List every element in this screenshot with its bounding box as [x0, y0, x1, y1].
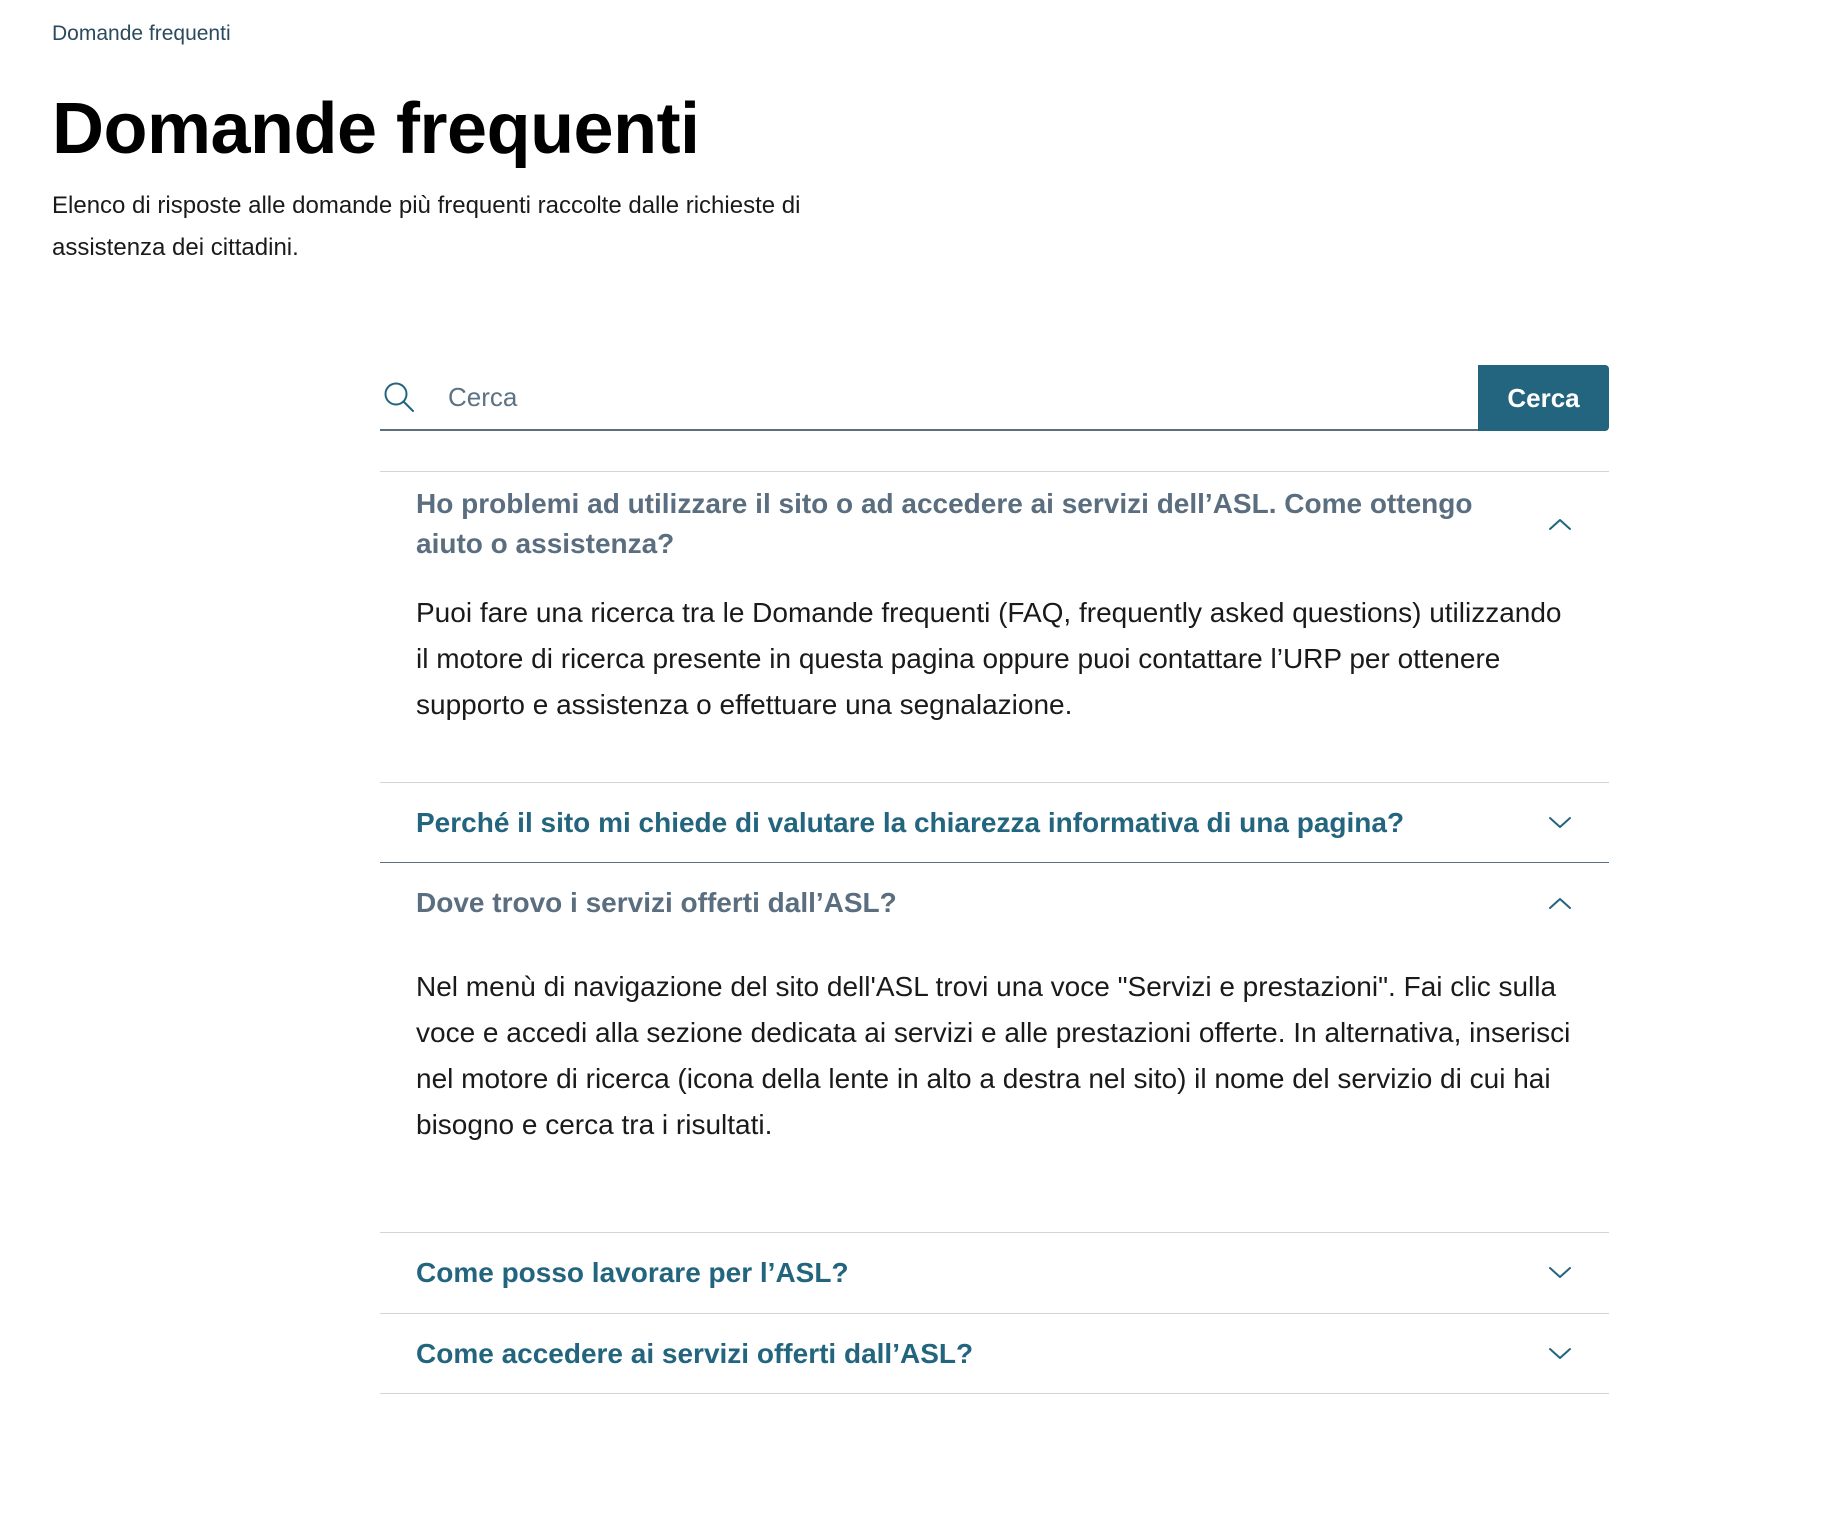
search-input[interactable]: [446, 366, 1478, 428]
chevron-down-icon[interactable]: [1547, 1260, 1573, 1286]
chevron-up-icon[interactable]: [1547, 511, 1573, 537]
faq-question-toggle[interactable]: [380, 863, 1609, 942]
faq-accordion: [380, 471, 1609, 1394]
breadcrumb: [52, 22, 231, 46]
faq-item: [380, 1232, 1609, 1313]
search-bar: [380, 365, 1609, 431]
page-description: Elenco di risposte alle domande più frequenti raccolte dalle richieste di assistenza dei cittadini.: [52, 192, 801, 261]
faq-item: [380, 862, 1609, 1232]
breadcrumb-current: Domande frequenti: [52, 22, 231, 45]
chevron-up-icon[interactable]: [1547, 890, 1573, 916]
faq-question-toggle[interactable]: [380, 783, 1609, 862]
faq-answer: Nel menù di navigazione del sito dell'ASL trovi una voce "Servizi e prestazioni". Fai clic sulla voce e accedi alla sezione dedicata ai servizi e alle prestazioni offerte. In alternativa, inserisci nel motore di ricerca (icona della lente in alto a destra nel sito) il nome del servizio di cui hai bisogno e cerca tra i risultati.: [416, 971, 1571, 1140]
chevron-down-icon[interactable]: [1547, 1341, 1573, 1367]
faq-answer: Puoi fare una ricerca tra le Domande frequenti (FAQ, frequently asked questions) utilizzando il motore di ricerca presente in questa pagina oppure puoi contattare l’URP per ottenere supporto e assistenza o effettuare una segnalazione.: [416, 597, 1562, 720]
search-button[interactable]: Cerca: [1478, 365, 1609, 431]
faq-question: Come accedere ai servizi offerti dall’ASL?: [416, 1337, 974, 1369]
chevron-down-icon[interactable]: [1547, 810, 1573, 836]
search-icon: [382, 380, 416, 414]
faq-question: Ho problemi ad utilizzare il sito o ad accedere ai servizi dell’ASL. Come ottengo aiuto o assistenza?: [416, 488, 1473, 559]
faq-item: [380, 471, 1609, 782]
faq-section: [380, 365, 1609, 1394]
search-field: [380, 365, 1478, 431]
faq-question: Perché il sito mi chiede di valutare la chiarezza informativa di una pagina?: [416, 806, 1405, 838]
faq-item: [380, 782, 1609, 862]
faq-question: Dove trovo i servizi offerti dall’ASL?: [416, 886, 897, 918]
faq-question-toggle[interactable]: [380, 1314, 1609, 1393]
faq-item: [380, 1313, 1609, 1394]
faq-question-toggle[interactable]: [380, 472, 1609, 576]
faq-question-toggle[interactable]: [380, 1233, 1609, 1313]
faq-question: Come posso lavorare per l’ASL?: [416, 1257, 849, 1288]
page-title: Domande frequenti: [52, 89, 700, 169]
